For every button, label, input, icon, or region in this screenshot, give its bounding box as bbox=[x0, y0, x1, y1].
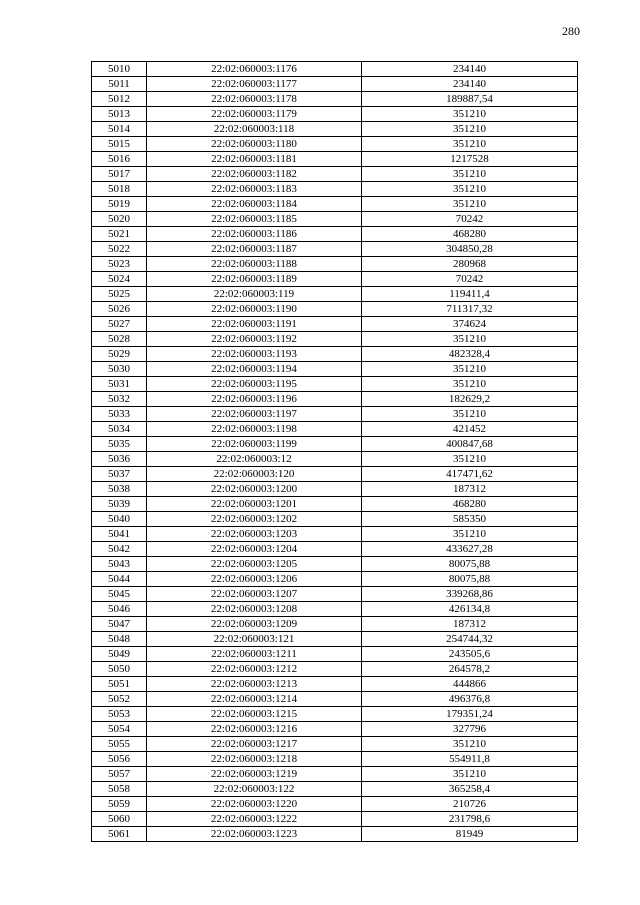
table-row bbox=[92, 527, 578, 542]
cadastral-number-cell: 22:02:060003:1182 bbox=[147, 167, 362, 182]
cadastral-number-cell: 22:02:060003:1205 bbox=[147, 557, 362, 572]
cadastral-number-cell: 22:02:060003:1196 bbox=[147, 392, 362, 407]
row-number-cell: 5025 bbox=[92, 287, 147, 302]
cadastral-number-cell: 22:02:060003:1184 bbox=[147, 197, 362, 212]
table-row bbox=[92, 452, 578, 467]
value-cell: 119411,4 bbox=[362, 287, 578, 302]
value-cell: 365258,4 bbox=[362, 782, 578, 797]
row-number-cell: 5032 bbox=[92, 392, 147, 407]
cadastral-number-cell: 22:02:060003:121 bbox=[147, 632, 362, 647]
row-number-cell: 5044 bbox=[92, 572, 147, 587]
cadastral-number-cell: 22:02:060003:1207 bbox=[147, 587, 362, 602]
row-number-cell: 5033 bbox=[92, 407, 147, 422]
value-cell: 496376,8 bbox=[362, 692, 578, 707]
table-row bbox=[92, 242, 578, 257]
value-cell: 264578,2 bbox=[362, 662, 578, 677]
table-row bbox=[92, 392, 578, 407]
table-row bbox=[92, 107, 578, 122]
row-number-cell: 5036 bbox=[92, 452, 147, 467]
value-cell: 426134,8 bbox=[362, 602, 578, 617]
row-number-cell: 5050 bbox=[92, 662, 147, 677]
row-number-cell: 5018 bbox=[92, 182, 147, 197]
table-row bbox=[92, 692, 578, 707]
row-number-cell: 5023 bbox=[92, 257, 147, 272]
table-row bbox=[92, 122, 578, 137]
cadastral-number-cell: 22:02:060003:1222 bbox=[147, 812, 362, 827]
row-number-cell: 5043 bbox=[92, 557, 147, 572]
row-number-cell: 5014 bbox=[92, 122, 147, 137]
table-row bbox=[92, 167, 578, 182]
value-cell: 234140 bbox=[362, 62, 578, 77]
cadastral-number-cell: 22:02:060003:1216 bbox=[147, 722, 362, 737]
table-row bbox=[92, 197, 578, 212]
table-row bbox=[92, 782, 578, 797]
cadastral-number-cell: 22:02:060003:1179 bbox=[147, 107, 362, 122]
row-number-cell: 5034 bbox=[92, 422, 147, 437]
cadastral-number-cell: 22:02:060003:1186 bbox=[147, 227, 362, 242]
row-number-cell: 5026 bbox=[92, 302, 147, 317]
row-number-cell: 5017 bbox=[92, 167, 147, 182]
row-number-cell: 5016 bbox=[92, 152, 147, 167]
row-number-cell: 5020 bbox=[92, 212, 147, 227]
cadastral-number-cell: 22:02:060003:120 bbox=[147, 467, 362, 482]
value-cell: 1217528 bbox=[362, 152, 578, 167]
cadastral-number-cell: 22:02:060003:1180 bbox=[147, 137, 362, 152]
cadastral-number-cell: 22:02:060003:1201 bbox=[147, 497, 362, 512]
table-row bbox=[92, 92, 578, 107]
value-cell: 351210 bbox=[362, 122, 578, 137]
cadastral-number-cell: 22:02:060003:1189 bbox=[147, 272, 362, 287]
table-row bbox=[92, 377, 578, 392]
cadastral-number-cell: 22:02:060003:1188 bbox=[147, 257, 362, 272]
table-row bbox=[92, 512, 578, 527]
table-row bbox=[92, 647, 578, 662]
table-row bbox=[92, 362, 578, 377]
cadastral-number-cell: 22:02:060003:1212 bbox=[147, 662, 362, 677]
row-number-cell: 5045 bbox=[92, 587, 147, 602]
table-row bbox=[92, 257, 578, 272]
value-cell: 351210 bbox=[362, 137, 578, 152]
value-cell: 351210 bbox=[362, 167, 578, 182]
cadastral-number-cell: 22:02:060003:1202 bbox=[147, 512, 362, 527]
value-cell: 468280 bbox=[362, 497, 578, 512]
cadastral-number-cell: 22:02:060003:12 bbox=[147, 452, 362, 467]
value-cell: 482328,4 bbox=[362, 347, 578, 362]
cadastral-number-cell: 22:02:060003:1203 bbox=[147, 527, 362, 542]
row-number-cell: 5040 bbox=[92, 512, 147, 527]
cadastral-number-cell: 22:02:060003:1197 bbox=[147, 407, 362, 422]
value-cell: 234140 bbox=[362, 77, 578, 92]
value-cell: 351210 bbox=[362, 737, 578, 752]
cadastral-number-cell: 22:02:060003:1217 bbox=[147, 737, 362, 752]
table-row bbox=[92, 602, 578, 617]
row-number-cell: 5051 bbox=[92, 677, 147, 692]
row-number-cell: 5058 bbox=[92, 782, 147, 797]
cadastral-number-cell: 22:02:060003:1223 bbox=[147, 827, 362, 842]
table-row bbox=[92, 497, 578, 512]
table-row bbox=[92, 767, 578, 782]
table-row bbox=[92, 347, 578, 362]
value-cell: 231798,6 bbox=[362, 812, 578, 827]
cadastral-number-cell: 22:02:060003:1181 bbox=[147, 152, 362, 167]
table-row bbox=[92, 437, 578, 452]
table-body bbox=[92, 62, 578, 842]
cadastral-value-table bbox=[91, 61, 578, 842]
cadastral-number-cell: 22:02:060003:1183 bbox=[147, 182, 362, 197]
value-cell: 210726 bbox=[362, 797, 578, 812]
table-row bbox=[92, 632, 578, 647]
value-cell: 351210 bbox=[362, 197, 578, 212]
row-number-cell: 5013 bbox=[92, 107, 147, 122]
value-cell: 554911,8 bbox=[362, 752, 578, 767]
value-cell: 433627,28 bbox=[362, 542, 578, 557]
value-cell: 351210 bbox=[362, 107, 578, 122]
row-number-cell: 5061 bbox=[92, 827, 147, 842]
table-row bbox=[92, 662, 578, 677]
cadastral-number-cell: 22:02:060003:1192 bbox=[147, 332, 362, 347]
table-row bbox=[92, 317, 578, 332]
table-row bbox=[92, 407, 578, 422]
table-row bbox=[92, 137, 578, 152]
cadastral-number-cell: 22:02:060003:1198 bbox=[147, 422, 362, 437]
cadastral-number-cell: 22:02:060003:1211 bbox=[147, 647, 362, 662]
value-cell: 81949 bbox=[362, 827, 578, 842]
table-row bbox=[92, 587, 578, 602]
row-number-cell: 5022 bbox=[92, 242, 147, 257]
table-row bbox=[92, 557, 578, 572]
value-cell: 351210 bbox=[362, 377, 578, 392]
table-row bbox=[92, 797, 578, 812]
value-cell: 444866 bbox=[362, 677, 578, 692]
cadastral-number-cell: 22:02:060003:1176 bbox=[147, 62, 362, 77]
cadastral-number-cell: 22:02:060003:1208 bbox=[147, 602, 362, 617]
row-number-cell: 5029 bbox=[92, 347, 147, 362]
table-row bbox=[92, 287, 578, 302]
table-row bbox=[92, 752, 578, 767]
row-number-cell: 5035 bbox=[92, 437, 147, 452]
cadastral-number-cell: 22:02:060003:1187 bbox=[147, 242, 362, 257]
row-number-cell: 5039 bbox=[92, 497, 147, 512]
cadastral-number-cell: 22:02:060003:1215 bbox=[147, 707, 362, 722]
row-number-cell: 5057 bbox=[92, 767, 147, 782]
cadastral-number-cell: 22:02:060003:1185 bbox=[147, 212, 362, 227]
cadastral-number-cell: 22:02:060003:1199 bbox=[147, 437, 362, 452]
value-cell: 351210 bbox=[362, 527, 578, 542]
cadastral-number-cell: 22:02:060003:1206 bbox=[147, 572, 362, 587]
value-cell: 187312 bbox=[362, 482, 578, 497]
row-number-cell: 5019 bbox=[92, 197, 147, 212]
cadastral-number-cell: 22:02:060003:1195 bbox=[147, 377, 362, 392]
row-number-cell: 5042 bbox=[92, 542, 147, 557]
table-row bbox=[92, 332, 578, 347]
value-cell: 417471,62 bbox=[362, 467, 578, 482]
cadastral-number-cell: 22:02:060003:118 bbox=[147, 122, 362, 137]
table-row bbox=[92, 677, 578, 692]
value-cell: 351210 bbox=[362, 332, 578, 347]
cadastral-number-cell: 22:02:060003:1220 bbox=[147, 797, 362, 812]
row-number-cell: 5047 bbox=[92, 617, 147, 632]
row-number-cell: 5024 bbox=[92, 272, 147, 287]
cadastral-number-cell: 22:02:060003:122 bbox=[147, 782, 362, 797]
table-row bbox=[92, 722, 578, 737]
value-cell: 351210 bbox=[362, 452, 578, 467]
row-number-cell: 5030 bbox=[92, 362, 147, 377]
value-cell: 187312 bbox=[362, 617, 578, 632]
row-number-cell: 5038 bbox=[92, 482, 147, 497]
table-row bbox=[92, 302, 578, 317]
cadastral-number-cell: 22:02:060003:1200 bbox=[147, 482, 362, 497]
cadastral-number-cell: 22:02:060003:1219 bbox=[147, 767, 362, 782]
page-number: 280 bbox=[562, 24, 580, 38]
value-cell: 179351,24 bbox=[362, 707, 578, 722]
value-cell: 189887,54 bbox=[362, 92, 578, 107]
row-number-cell: 5028 bbox=[92, 332, 147, 347]
cadastral-number-cell: 22:02:060003:1218 bbox=[147, 752, 362, 767]
row-number-cell: 5060 bbox=[92, 812, 147, 827]
value-cell: 351210 bbox=[362, 767, 578, 782]
row-number-cell: 5021 bbox=[92, 227, 147, 242]
table-row bbox=[92, 482, 578, 497]
table-row bbox=[92, 827, 578, 842]
table-row bbox=[92, 152, 578, 167]
row-number-cell: 5055 bbox=[92, 737, 147, 752]
value-cell: 243505,6 bbox=[362, 647, 578, 662]
value-cell: 585350 bbox=[362, 512, 578, 527]
row-number-cell: 5052 bbox=[92, 692, 147, 707]
value-cell: 70242 bbox=[362, 212, 578, 227]
cadastral-number-cell: 22:02:060003:1190 bbox=[147, 302, 362, 317]
cadastral-number-cell: 22:02:060003:1204 bbox=[147, 542, 362, 557]
value-cell: 254744,32 bbox=[362, 632, 578, 647]
value-cell: 80075,88 bbox=[362, 572, 578, 587]
row-number-cell: 5053 bbox=[92, 707, 147, 722]
row-number-cell: 5048 bbox=[92, 632, 147, 647]
cadastral-number-cell: 22:02:060003:1213 bbox=[147, 677, 362, 692]
table-row bbox=[92, 812, 578, 827]
value-cell: 280968 bbox=[362, 257, 578, 272]
value-cell: 374624 bbox=[362, 317, 578, 332]
table-row bbox=[92, 467, 578, 482]
cadastral-number-cell: 22:02:060003:1194 bbox=[147, 362, 362, 377]
cadastral-number-cell: 22:02:060003:119 bbox=[147, 287, 362, 302]
row-number-cell: 5054 bbox=[92, 722, 147, 737]
table-row bbox=[92, 62, 578, 77]
value-cell: 468280 bbox=[362, 227, 578, 242]
row-number-cell: 5015 bbox=[92, 137, 147, 152]
table-row bbox=[92, 542, 578, 557]
table-row bbox=[92, 707, 578, 722]
value-cell: 182629,2 bbox=[362, 392, 578, 407]
table-row bbox=[92, 422, 578, 437]
value-cell: 70242 bbox=[362, 272, 578, 287]
table-row bbox=[92, 182, 578, 197]
value-cell: 351210 bbox=[362, 182, 578, 197]
cadastral-number-cell: 22:02:060003:1191 bbox=[147, 317, 362, 332]
row-number-cell: 5037 bbox=[92, 467, 147, 482]
value-cell: 304850,28 bbox=[362, 242, 578, 257]
value-cell: 339268,86 bbox=[362, 587, 578, 602]
value-cell: 80075,88 bbox=[362, 557, 578, 572]
row-number-cell: 5059 bbox=[92, 797, 147, 812]
table-row bbox=[92, 617, 578, 632]
row-number-cell: 5011 bbox=[92, 77, 147, 92]
table-row bbox=[92, 737, 578, 752]
table-row bbox=[92, 572, 578, 587]
cadastral-number-cell: 22:02:060003:1193 bbox=[147, 347, 362, 362]
row-number-cell: 5041 bbox=[92, 527, 147, 542]
cadastral-number-cell: 22:02:060003:1214 bbox=[147, 692, 362, 707]
value-cell: 327796 bbox=[362, 722, 578, 737]
table-row bbox=[92, 77, 578, 92]
value-cell: 421452 bbox=[362, 422, 578, 437]
table-row bbox=[92, 227, 578, 242]
row-number-cell: 5049 bbox=[92, 647, 147, 662]
row-number-cell: 5056 bbox=[92, 752, 147, 767]
value-cell: 351210 bbox=[362, 362, 578, 377]
row-number-cell: 5012 bbox=[92, 92, 147, 107]
value-cell: 351210 bbox=[362, 407, 578, 422]
row-number-cell: 5027 bbox=[92, 317, 147, 332]
value-cell: 400847,68 bbox=[362, 437, 578, 452]
cadastral-number-cell: 22:02:060003:1177 bbox=[147, 77, 362, 92]
table-row bbox=[92, 272, 578, 287]
value-cell: 711317,32 bbox=[362, 302, 578, 317]
cadastral-number-cell: 22:02:060003:1209 bbox=[147, 617, 362, 632]
row-number-cell: 5046 bbox=[92, 602, 147, 617]
row-number-cell: 5010 bbox=[92, 62, 147, 77]
row-number-cell: 5031 bbox=[92, 377, 147, 392]
cadastral-number-cell: 22:02:060003:1178 bbox=[147, 92, 362, 107]
table-row bbox=[92, 212, 578, 227]
